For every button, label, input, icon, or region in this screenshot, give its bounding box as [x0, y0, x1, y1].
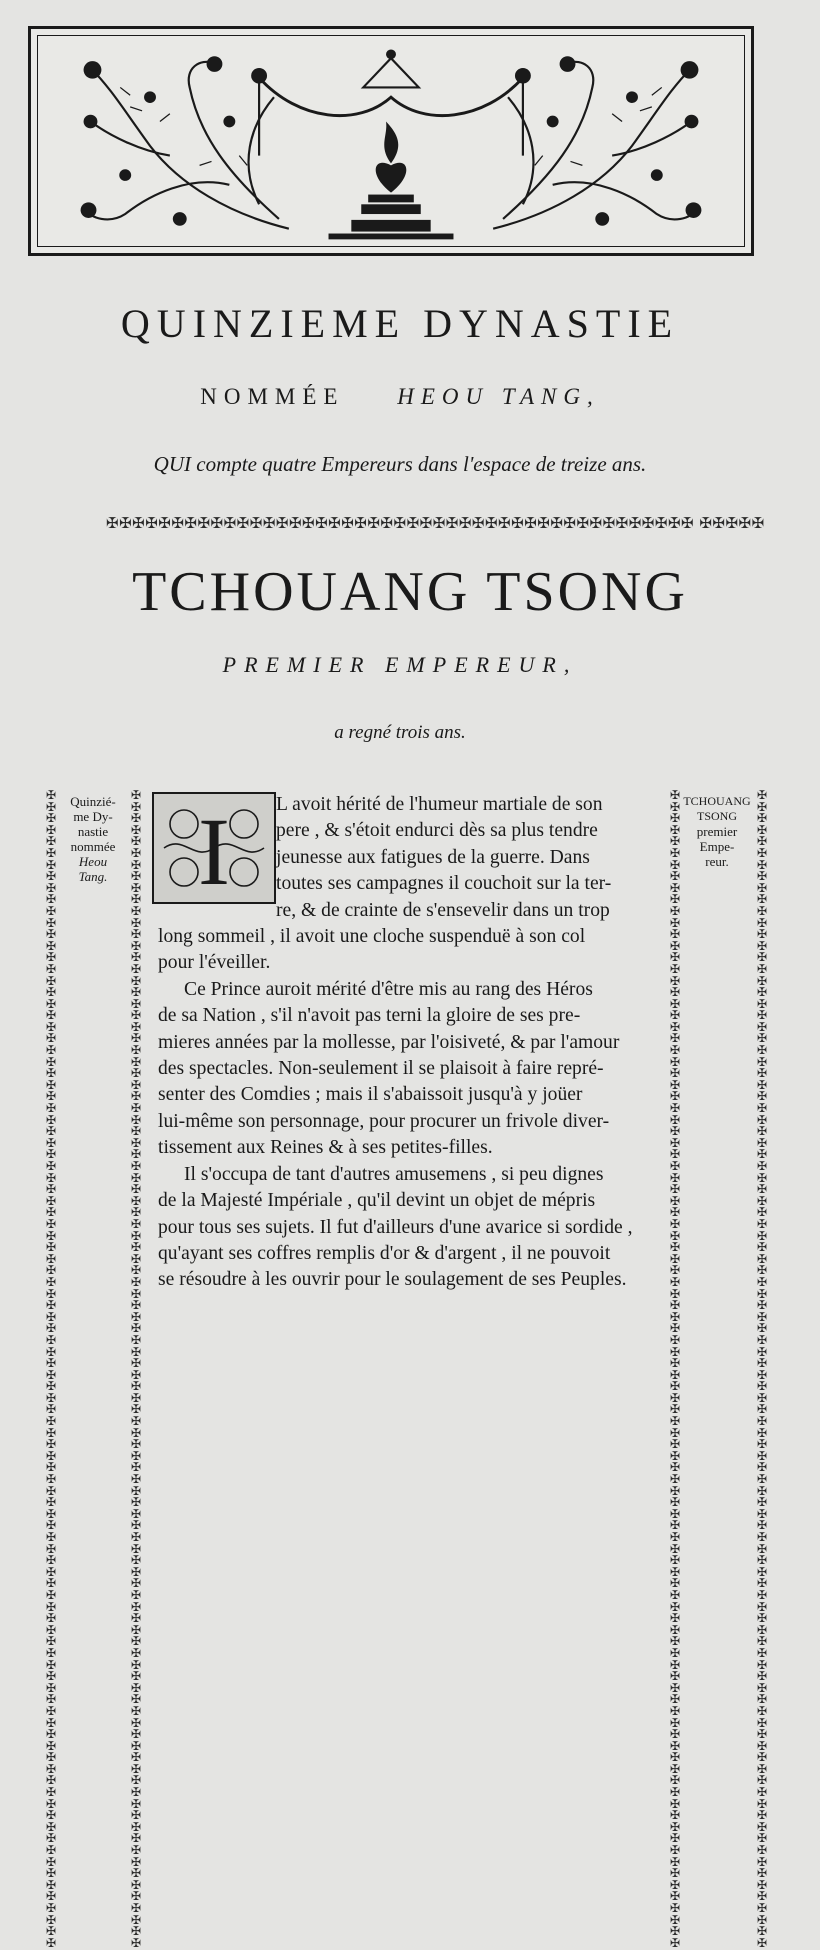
dynasty-name: HEOU TANG,: [397, 384, 600, 409]
text-line: Il s'occupa de tant d'autres amusemens , si peu dignes: [184, 1163, 604, 1185]
right-inner-border: ✠✠✠✠✠✠✠✠✠✠✠✠✠✠✠✠✠✠✠✠✠✠✠✠✠✠✠✠✠✠✠✠✠✠✠✠✠✠✠✠✠✠✠✠✠✠✠✠✠✠✠✠✠✠✠✠✠✠✠✠✠✠✠✠✠✠✠✠✠✠✠✠✠✠✠✠✠✠✠✠✠✠✠✠✠✠✠✠✠✠✠✠✠✠✠✠✠✠✠✠: [669, 788, 681, 1950]
text-line: re, & de crainte de s'ensevelir dans un trop: [276, 899, 610, 921]
text-line: L avoit hérité de l'humeur martiale de son: [276, 794, 603, 815]
left-outer-border: ✠✠✠✠✠✠✠✠✠✠✠✠✠✠✠✠✠✠✠✠✠✠✠✠✠✠✠✠✠✠✠✠✠✠✠✠✠✠✠✠✠✠✠✠✠✠✠✠✠✠✠✠✠✠✠✠✠✠✠✠✠✠✠✠✠✠✠✠✠✠✠✠✠✠✠✠✠✠✠✠✠✠✠✠✠✠✠✠✠✠✠✠✠✠✠✠✠✠✠✠: [45, 788, 57, 1950]
named-prefix: NOMMÉE: [200, 384, 345, 409]
emperor-title: TCHOUANG TSONG: [132, 561, 688, 623]
left-margin-note: Quinzié- me Dy- nastie nommée Heou Tang.: [70, 794, 116, 884]
text-line: senter des Comdies ; mais il s'abaissoit jusqu'à y joüer: [158, 1084, 583, 1106]
dynasty-name-line: [0, 384, 800, 410]
text-line: se résoudre à les ouvrir pour le soulagement de ses Peuples.: [158, 1269, 627, 1291]
right-outer-border: ✠✠✠✠✠✠✠✠✠✠✠✠✠✠✠✠✠✠✠✠✠✠✠✠✠✠✠✠✠✠✠✠✠✠✠✠✠✠✠✠✠✠✠✠✠✠✠✠✠✠✠✠✠✠✠✠✠✠✠✠✠✠✠✠✠✠✠✠✠✠✠✠✠✠✠✠✠✠✠✠✠✠✠✠✠✠✠✠✠✠✠✠✠✠✠✠✠✠✠✠: [756, 788, 768, 1950]
ornamental-header-vignette: [28, 26, 754, 256]
body-text: [158, 792, 664, 1294]
text-line: de sa Nation , s'il n'avoit pas terni la gloire de ses pre-: [158, 1005, 581, 1027]
text-line: mieres années par la mollesse, par l'oisiveté, & par l'amour: [158, 1031, 620, 1053]
reign-length: a regné trois ans.: [334, 722, 466, 743]
text-line: pour l'éveiller.: [158, 952, 271, 974]
right-margin-note: TCHOUANG TSONG premier Empe- reur.: [683, 794, 751, 869]
text-line: lui-même son personnage, pour procurer un frivole diver-: [158, 1110, 610, 1132]
dynasty-subtitle: QUI compte quatre Empereurs dans l'espace de treize ans.: [153, 452, 647, 476]
ornamental-rule: ✠✠✠✠✠✠✠✠✠✠✠✠✠✠✠✠✠✠✠✠✠✠✠✠✠✠✠✠✠✠✠✠✠✠✠✠✠✠✠✠✠✠✠✠✠ ✠✠✠✠✠: [106, 514, 765, 532]
text-line: Ce Prince auroit mérité d'être mis au rang des Héros: [184, 978, 593, 1000]
left-inner-border: ✠✠✠✠✠✠✠✠✠✠✠✠✠✠✠✠✠✠✠✠✠✠✠✠✠✠✠✠✠✠✠✠✠✠✠✠✠✠✠✠✠✠✠✠✠✠✠✠✠✠✠✠✠✠✠✠✠✠✠✠✠✠✠✠✠✠✠✠✠✠✠✠✠✠✠✠✠✠✠✠✠✠✠✠✠✠✠✠✠✠✠✠✠✠✠✠✠✠✠✠: [130, 788, 142, 1950]
emperor-rank: PREMIER EMPEREUR,: [222, 652, 578, 677]
text-line: de la Majesté Impériale , qu'il devint un objet de mépris: [158, 1190, 596, 1212]
text-line: tissement aux Reines & à ses petites-filles.: [158, 1137, 493, 1159]
initial-letter: I: [198, 798, 230, 905]
text-line: qu'ayant ses coffres remplis d'or & d'argent , il ne pouvoit: [158, 1242, 611, 1264]
text-line: toutes ses campagnes il couchoit sur la ter-: [276, 873, 612, 895]
dynasty-title: QUINZIEME DYNASTIE: [120, 301, 680, 346]
text-line: pour tous ses sujets. Il fut d'ailleurs d'une avarice si sordide ,: [158, 1216, 633, 1238]
floral-vignette-icon: [31, 29, 751, 253]
text-line: pere , & s'étoit endurci dès sa plus tendre: [276, 820, 598, 842]
text-line: jeunesse aux fatigues de la guerre. Dans: [276, 846, 590, 868]
text-line: long sommeil , il avoit une cloche suspenduë à son col: [158, 926, 586, 948]
text-line: des spectacles. Non-seulement il se plaisoit à faire repré-: [158, 1058, 604, 1080]
